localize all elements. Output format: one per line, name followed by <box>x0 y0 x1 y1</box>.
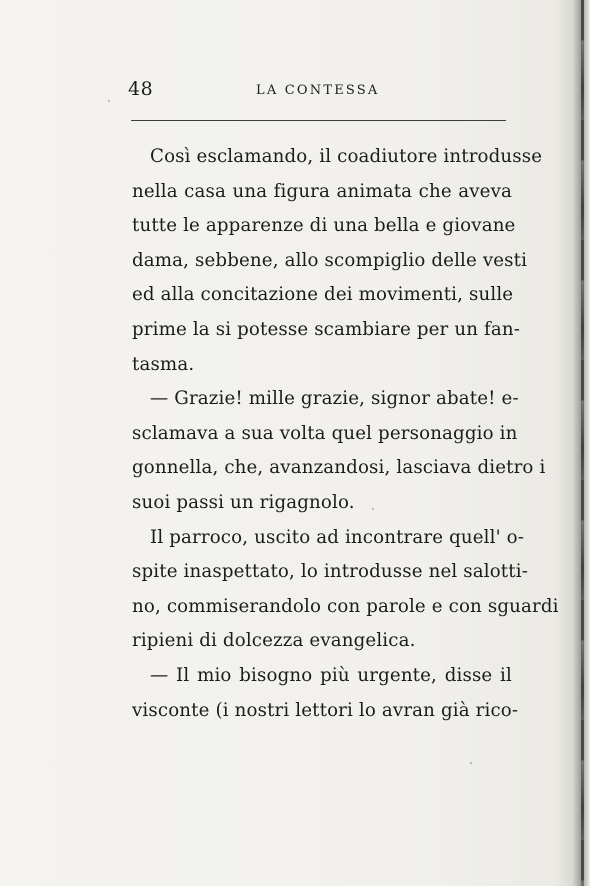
text-line: suoi passi un rigagnolo. <box>132 491 355 513</box>
text-line: no, commiserandolo con parole e con sguardi <box>132 595 559 617</box>
running-title: LA CONTESSA <box>256 83 380 98</box>
paper-speck <box>372 508 374 510</box>
text-line: ripieni di dolcezza evangelica. <box>132 630 416 652</box>
paper-speck <box>470 762 472 764</box>
text-line: sclamava a sua volta quel personaggio in <box>132 422 518 444</box>
page-number: 48 <box>128 78 154 100</box>
text-line: gonnella, che, avanzandosi, lasciava dietro i <box>132 457 546 479</box>
body-text <box>132 140 559 728</box>
text-line: spite inaspettato, lo introdusse nel salotti- <box>132 561 528 583</box>
text-line: dama, sebbene, allo scompiglio delle vesti <box>132 249 528 271</box>
text-line: Così esclamando, il coadiutore introdusse <box>150 146 543 167</box>
text-line: — Il mio bisogno più urgente, disse il <box>150 664 512 686</box>
text-line: prime la si potesse scambiare per un fan- <box>132 318 521 340</box>
text-line: tasma. <box>132 353 195 375</box>
text-line: Il parroco, uscito ad incontrare quell' o- <box>150 526 525 548</box>
header-rule <box>131 120 506 121</box>
page-binding-edge <box>581 0 584 886</box>
text-line: ed alla concitazione dei movimenti, sulle <box>132 284 514 306</box>
text-line: — Grazie! mille grazie, signor abate! e- <box>150 388 519 410</box>
page-header <box>128 78 512 100</box>
text-line: tutte le apparenze di una bella e giovane <box>132 215 516 237</box>
paper-speck <box>108 100 110 102</box>
text-line: nella casa una figura animata che aveva <box>132 180 512 202</box>
text-line: visconte (i nostri lettori lo avran già rico- <box>132 699 519 721</box>
